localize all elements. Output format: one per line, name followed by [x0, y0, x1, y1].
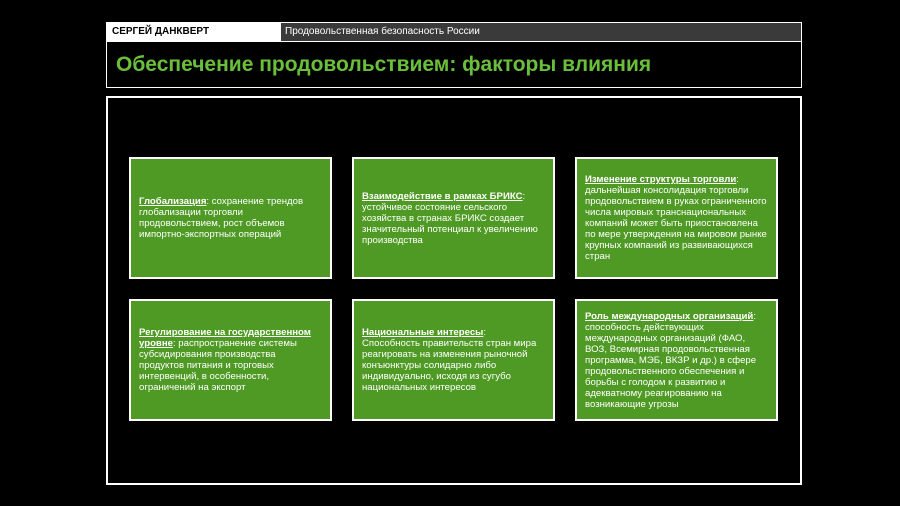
factor-text: устойчивое состояние сельского хозяйства в странах БРИКС создает значительный потенциал к увеличению производства — [362, 201, 538, 246]
factor-text: распространение системы субсидирования производства продуктов питания и торговых интервенций, в особенности, ограничений на экспорт — [139, 338, 297, 393]
factor-card-body: Изменение структуры торговли: дальнейшая консолидация торговли продовольствием в руках ограниченного числа мировых транснациональных компаний может быть приостановлена по мере утверждения на мировом рынке крупных компаний из развивающихся стран — [585, 174, 767, 262]
factor-text: способность действующих международных организаций (ФАО, ВОЗ, Всемирная продовольственная программа, МЭБ, ВКЗР и др.) в сфере продовольственного обеспечения и борьбы с голодом к развитию и адекватному реагированию на возникающие угрозы — [585, 321, 757, 410]
content-frame — [106, 96, 802, 485]
factor-text: Способность правительств стран мира реагировать на изменения рыночной конъюнктуры солидарно либо индивидуально, исходя из сугубо национальных интересов — [362, 338, 537, 393]
factor-card-body: Взаимодействие в рамках БРИКС: устойчивое состояние сельского хозяйства в странах БРИКС создает значительный потенциал к увеличению производства — [362, 190, 538, 246]
factor-card-international-organizations — [575, 299, 778, 421]
presentation-topic: Продовольственная безопасность России — [281, 23, 801, 41]
title-box — [106, 42, 802, 88]
author-name: СЕРГЕЙ ДАНКВЕРТ — [107, 23, 281, 41]
factor-card-state-regulation — [129, 299, 332, 421]
factor-card-body: Регулирование на государственном уровне: распространение системы субсидирования производства продуктов питания и торговых интервенций, в особенности, ограничений на экспорт — [139, 327, 311, 393]
factor-heading: Взаимодействие в рамках БРИКС — [362, 190, 523, 202]
factor-text: дальнейшая консолидация торговли продовольствием в руках ограниченного числа мировых транснациональных компаний может быть приостановлена по мере утверждения на мировом рынке крупных компаний из развивающихся стран — [585, 185, 767, 262]
factor-card-globalization — [129, 157, 332, 279]
factor-text: сохранение трендов глобализации торговли продовольствием, рост объемов импортно-экспортных операций — [139, 196, 304, 240]
factor-heading: Роль международных организаций — [585, 310, 754, 322]
factor-heading: Изменение структуры торговли — [585, 174, 737, 185]
slide-title: Обеспечение продовольствием: факторы влияния — [116, 53, 652, 76]
factor-card-brics — [352, 157, 555, 279]
factor-card-body: Национальные интересы: Способность правительств стран мира реагировать на изменения рыночной конъюнктуры солидарно либо индивидуально, исходя из сугубо национальных интересов — [362, 327, 537, 393]
factor-heading: Регулирование на государственном уровне — [139, 327, 311, 349]
factor-card-body: Роль международных организаций: способность действующих международных организаций (ФАО, ВОЗ, Всемирная продовольственная программа, МЭБ, ВКЗР и др.) в сфере продовольственного обеспечения и борьбы с голодом к развитию и адекватному реагированию на возникающие угрозы — [585, 310, 757, 410]
factor-heading: Национальные интересы — [362, 327, 484, 338]
factor-heading: Глобализация — [139, 196, 207, 207]
header-bar — [106, 22, 802, 42]
factor-card-national-interests — [352, 299, 555, 421]
factor-card-trade-structure — [575, 157, 778, 279]
factor-card-body: Глобализация: сохранение трендов глобализации торговли продовольствием, рост объемов импортно-экспортных операций — [139, 196, 304, 240]
